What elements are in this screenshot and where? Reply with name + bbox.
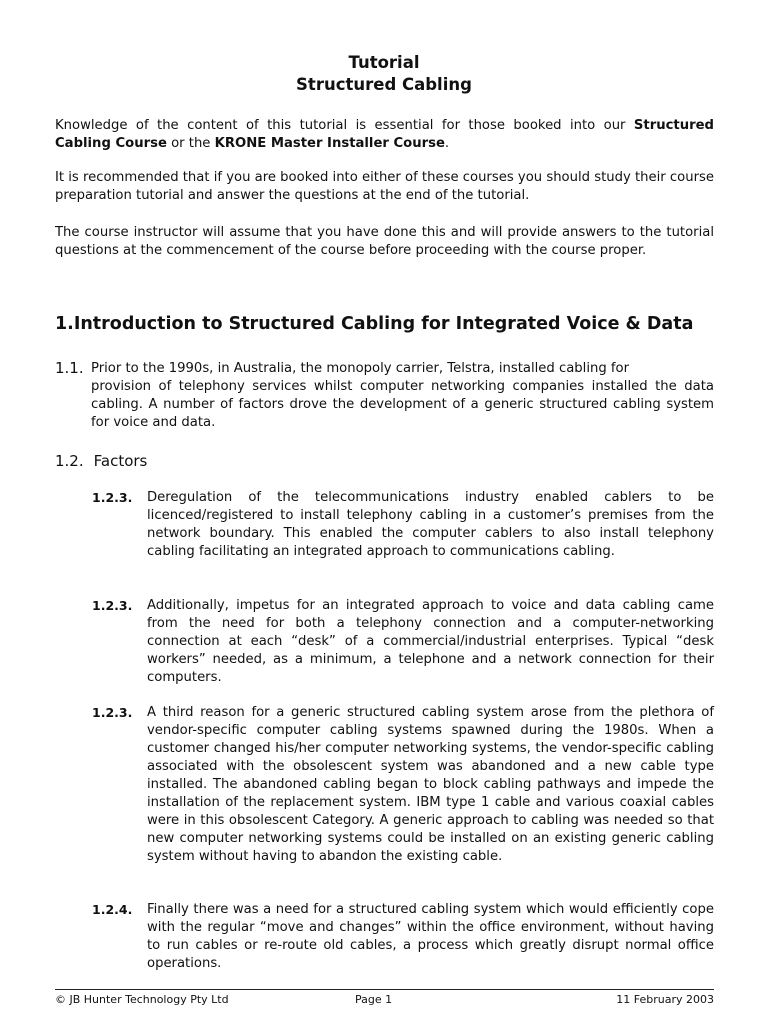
- title-line-2: Structured Cabling: [296, 75, 472, 94]
- footer-copyright: © JB Hunter Technology Pty Ltd: [55, 993, 229, 1006]
- footer-page-number: Page 1: [355, 993, 393, 1006]
- intro-p1-end: .: [444, 136, 450, 151]
- factor-item-number: 1.2.3.: [92, 598, 133, 613]
- document-title: [0, 52, 768, 96]
- factor-item-number: 1.2.3.: [92, 490, 133, 505]
- subsection-1-1-first-line: Prior to the 1990s, in Australia, the monopoly carrier, Telstra, installed cabling for: [91, 361, 630, 376]
- intro-p1-mid: or the: [166, 136, 215, 151]
- factor-item-text: Additionally, impetus for an integrated approach to voice and data cabling came from the need for both a telephony connection and a computer-networking connection at each “desk” of a commercial/industrial enterprises. Typical “desk workers” needed, as a minimum, a telephone and a network connection for their computers.: [147, 598, 714, 685]
- subsection-1-2-title: Factors: [93, 452, 148, 470]
- footer-date: 11 February 2003: [616, 993, 714, 1006]
- intro-paragraph-1: [55, 117, 714, 153]
- page-footer: [55, 992, 714, 1008]
- factor-item-number: 1.2.4.: [92, 902, 133, 917]
- factor-item-number: 1.2.3.: [92, 705, 133, 720]
- factor-item-text: Deregulation of the telecommunications industry enabled cablers to be licenced/registered to install telephony cabling in a customer’s premises from the network boundary. This enabled the computer cablers to also install telephony cabling facilitating an integrated approach to communications cabling.: [147, 490, 714, 559]
- factor-item-text: Finally there was a need for a structured cabling system which would efficiently cope with the regular “move and changes” within the office environment, without having to run cables or re-route old cables, a process which greatly disrupt normal office operations.: [147, 902, 714, 971]
- intro-paragraph-3: The course instructor will assume that you have done this and will provide answers to the tutorial questions at the commencement of the course before proceeding with the course proper.: [55, 225, 714, 258]
- subsection-1-1-body: provision of telephony services whilst computer networking companies installed the data cabling. A number of factors drove the development of a generic structured cabling system for voice and data.: [91, 379, 714, 430]
- subsection-1-1-number: 1.1.: [55, 359, 84, 377]
- factor-item-text: A third reason for a generic structured cabling system arose from the plethora of vendor-specific computer cabling systems spawned during the 1980s. When a customer changed his/her computer networking systems, the vendor-specific cabling associated with the obsolescent system was abandoned and a new cable type installed. The abandoned cabling began to block cabling pathways and impede the installation of the replacement system. IBM type 1 cable and various coaxial cables were in this obsolescent Category. A generic approach to cabling was needed so that new computer networking systems could be installed on an existing generic cabling system without having to abandon the existing cable.: [147, 705, 714, 864]
- factor-item: [92, 489, 714, 561]
- factor-item: [92, 704, 714, 866]
- subsection-1-2-number: 1.2.: [55, 452, 84, 470]
- factor-item: [92, 901, 714, 973]
- section-1-heading: 1.Introduction to Structured Cabling for Integrated Voice & Data: [55, 314, 694, 334]
- intro-paragraph-2: It is recommended that if you are booked into either of these courses you should study their course preparation tutorial and answer the questions at the end of the tutorial.: [55, 170, 714, 203]
- structured-cabling-course-name: Structured Cabling Course: [55, 118, 714, 151]
- title-line-1: Tutorial: [348, 53, 420, 72]
- footer-divider: [55, 989, 714, 990]
- krone-course-name: KRONE Master Installer Course: [214, 136, 445, 151]
- subsection-1-1: [55, 360, 714, 432]
- factor-item: [92, 597, 714, 687]
- subsection-1-2-heading: [55, 451, 147, 471]
- intro-p1-text: Knowledge of the content of this tutorial is essential for those booked into our: [55, 118, 634, 133]
